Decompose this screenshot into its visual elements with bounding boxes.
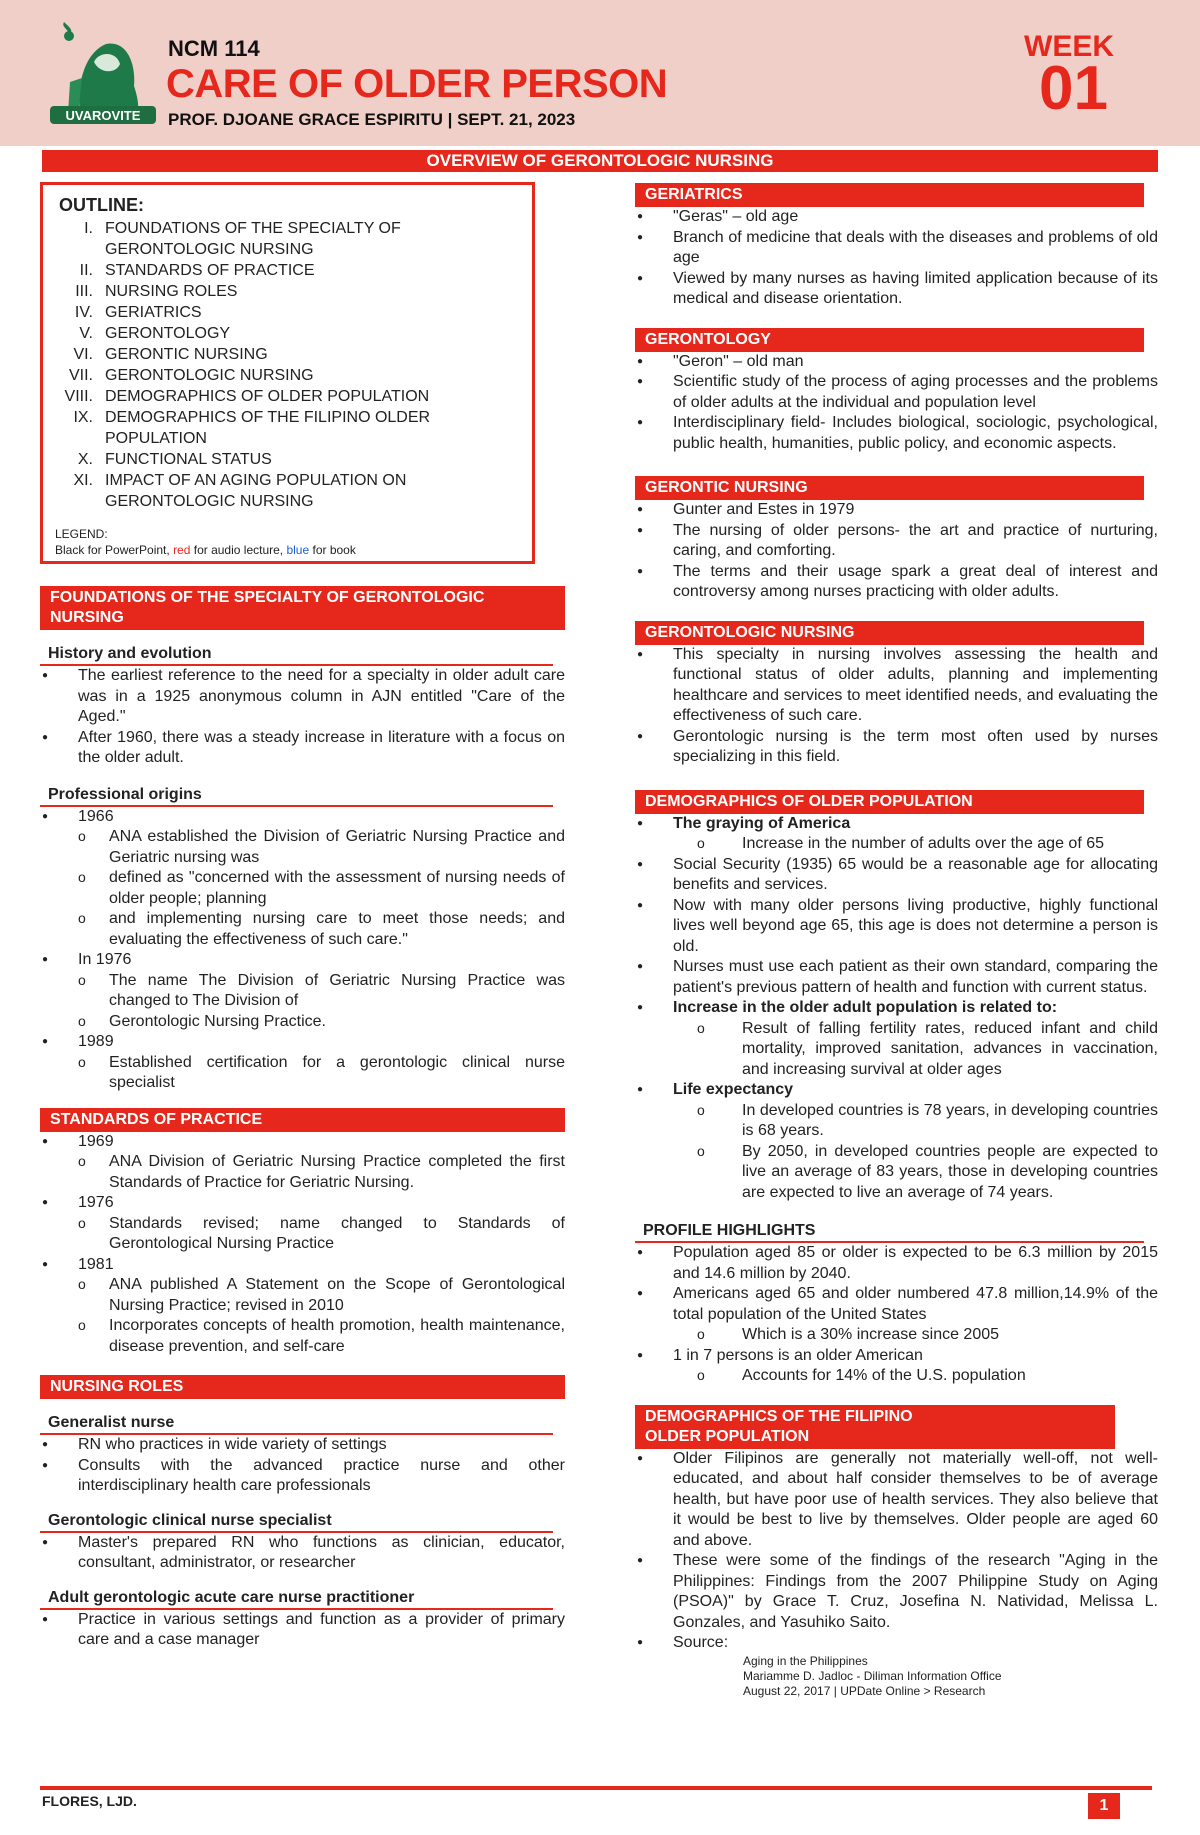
section-demographics: DEMOGRAPHICS OF OLDER POPULATION [635,790,1144,814]
sub-item: o ANA Division of Geriatric Nursing Practice completed the first Standards of Practice for Geriatric Nursing. [40,1152,565,1193]
cns-list [40,1533,565,1574]
outline-item: IV. GERIATRICS [74,303,202,321]
list-item: ● "Geron" – old man [635,352,1158,373]
standards-list [40,1132,565,1358]
subheading-history: History and evolution [40,644,553,666]
sub-item: o Established certification for a gerontologic clinical nurse specialist [40,1053,565,1094]
list-item: ● These were some of the findings of the research "Aging in the Philippines: Findings from the 2007 Philippine Study on Aging (PSOA)" by Grace T. Cruz, Josefina N. Natividad, Melissa L. Gonzales, and Yasuhiko Saito. [635,1551,1158,1633]
section-standards: STANDARDS OF PRACTICE [40,1108,565,1132]
outline-item: IX. DEMOGRAPHICS OF THE FILIPINO OLDER POPULATION [73,408,431,447]
right-column [635,183,1158,1699]
list-item: ● Life expectancy o In developed countries is 78 years, in developing countries is 68 years. o By 2050, in developed countries people are expected to live an average of 83 years, those in developing countries are expected to live an average of 74 years. [635,1080,1158,1203]
section-gerontologic-nursing: GERONTOLOGIC NURSING [635,621,1144,645]
list-item: ● Gunter and Estes in 1979 [635,500,1158,521]
section-gerontology: GERONTOLOGY [635,328,1144,352]
generalist-list [40,1435,565,1497]
subheading-cns: Gerontologic clinical nurse specialist [40,1511,553,1533]
sub-item: o ANA established the Division of Geriatric Nursing Practice and Geriatric nursing was [40,827,565,868]
subheading-origins: Professional origins [40,785,553,807]
source-line: Mariamme D. Jadloc - Diliman Information Office [743,1668,1002,1683]
outline-item: III. NURSING ROLES [75,282,238,300]
source-line: Aging in the Philippines [743,1653,868,1668]
section-gerontic-nursing: GERONTIC NURSING [635,476,1144,500]
sub-item: o Result of falling fertility rates, reduced infant and child mortality, improved sanitation, advances in vaccination, and increasing survival at older ages [635,1019,1158,1081]
list-item: ● In 1976 o The name The Division of Geriatric Nursing Practice was changed to The Division of o Gerontologic Nursing Practice. [40,950,565,1032]
header-banner [0,0,1200,146]
section-filipino-demographics: DEMOGRAPHICS OF THE FILIPINO OLDER POPULATION [635,1405,1115,1449]
outline-list [55,218,520,512]
subheading-generalist: Generalist nurse [40,1413,553,1435]
list-item: ● "Geras" – old age [635,207,1158,228]
subheading-np: Adult gerontologic acute care nurse practitioner [40,1588,553,1610]
filipino-list [635,1449,1158,1699]
list-item: ● 1 in 7 persons is an older American o Accounts for 14% of the U.S. population [635,1346,1158,1387]
sub-item: o Which is a 30% increase since 2005 [635,1325,1158,1346]
professor-date: PROF. DJOANE GRACE ESPIRITU | SEPT. 21, 2023 [168,110,576,129]
section-foundations: FOUNDATIONS OF THE SPECIALTY OF GERONTOLOGIC NURSING [40,586,565,630]
demographics-list [635,814,1158,1204]
list-item: ● Nurses must use each patient as their own standard, comparing the patient's previous pattern of health and function with current status. [635,957,1158,998]
sub-item: o and implementing nursing care to meet those needs; and evaluating the effectiveness of such care." [40,909,565,950]
list-item: ● Interdisciplinary field- Includes biological, sociologic, psychological, public health, humanities, public policy, and economic aspects. [635,413,1158,454]
list-item: ● The terms and their usage spark a great deal of interest and controversy among nurses practicing with older adults. [635,562,1158,603]
list-item: ● Social Security (1935) 65 would be a reasonable age for allocating benefits and services. [635,855,1158,896]
outline-item: VIII. DEMOGRAPHICS OF OLDER POPULATION [64,387,430,405]
sub-item: o defined as "concerned with the assessment of nursing needs of older people; planning [40,868,565,909]
list-item: ● This specialty in nursing involves assessing the health and functional status of older adults, planning and implementing healthcare and services to meet identified needs, and evaluating the effectiveness of such care. [635,645,1158,727]
outline-item: X. FUNCTIONAL STATUS [77,450,272,468]
sub-item: o Increase in the number of adults over the age of 65 [635,834,1158,855]
subheading-profile: PROFILE HIGHLIGHTS [635,1221,1144,1243]
gerontologic-list [635,645,1158,768]
list-item: ● 1969 o ANA Division of Geriatric Nursing Practice completed the first Standards of Practice for Geriatric Nursing. [40,1132,565,1194]
sub-item: o Accounts for 14% of the U.S. population [635,1366,1158,1387]
list-item: ● Viewed by many nurses as having limited application because of its medical and disease orientation. [635,269,1158,310]
section-geriatrics: GERIATRICS [635,183,1144,207]
section-nursing-roles: NURSING ROLES [40,1375,565,1399]
list-item: ● Scientific study of the process of aging processes and the problems of older adults at the individual and population level [635,372,1158,413]
source-line: August 22, 2017 | UPDate Online > Research [743,1683,986,1698]
gerontic-list [635,500,1158,603]
outline-item: VII. GERONTOLOGIC NURSING [68,366,314,384]
np-list [40,1610,565,1651]
history-list [40,666,565,769]
outline-item: V. GERONTOLOGY [79,324,231,342]
list-item: ● The nursing of older persons- the art and practice of nurturing, caring, and comforting. [635,521,1158,562]
list-item: ● Branch of medicine that deals with the diseases and problems of old age [635,228,1158,269]
legend-text: Black for PowerPoint, red for audio lecture, blue for book [55,542,356,557]
list-item: ● Gerontologic nursing is the term most often used by nurses specializing in this field. [635,727,1158,768]
list-item: ● After 1960, there was a steady increase in literature with a focus on the older adult. [40,728,565,769]
list-item: ● 1981 o ANA published A Statement on the Scope of Gerontological Nursing Practice; revised in 2010 o Incorporates concepts of health promotion, health maintenance, disease prevention, and self-care [40,1255,565,1358]
list-item: ● Americans aged 65 and older numbered 47.8 million,14.9% of the total population of the United States o Which is a 30% increase since 2005 [635,1284,1158,1346]
page-number: 1 [1088,1793,1120,1819]
list-item: ● Older Filipinos are generally not materially well-off, not well-educated, and about half consider themselves to be of average health, but have poor use of health services. They also believe that it would be best to live by themselves. Older people are aged 60 and above. [635,1449,1158,1552]
sub-item: o ANA published A Statement on the Scope of Gerontological Nursing Practice; revised in 2010 [40,1275,565,1316]
list-item: ● Consults with the advanced practice nurse and other interdisciplinary health care professionals [40,1456,565,1497]
list-item: ● RN who practices in wide variety of settings [40,1435,565,1456]
outline-item: I. FOUNDATIONS OF THE SPECIALTY OF GERONTOLOGIC NURSING [84,219,401,258]
list-item: ● 1989 o Established certification for a gerontologic clinical nurse specialist [40,1032,565,1094]
outline-item: XI. IMPACT OF AN AGING POPULATION ON GERONTOLOGIC NURSING [73,471,407,510]
outline-item: II. STANDARDS OF PRACTICE [79,261,315,279]
uvarovite-logo [50,22,156,134]
profile-list [635,1243,1158,1387]
footer-author: FLORES, LJD. [42,1793,137,1809]
list-item: ● The graying of America o Increase in the number of adults over the age of 65 [635,814,1158,855]
list-item: ● The earliest reference to the need for a specialty in older adult care was in a 1925 anonymous column in AJN entitled "Care of the Aged." [40,666,565,728]
sub-item: o Incorporates concepts of health promotion, health maintenance, disease prevention, and self-care [40,1316,565,1357]
logo-text: UVAROVITE [65,108,141,123]
left-column [40,182,565,1651]
list-item: ● Population aged 85 or older is expected to be 6.3 million by 2015 and 14.6 million by 2040. [635,1243,1158,1284]
sub-item: o Gerontologic Nursing Practice. [40,1012,565,1033]
origins-list [40,807,565,1094]
overview-banner: OVERVIEW OF GERONTOLOGIC NURSING [42,150,1158,172]
gerontology-list [635,352,1158,455]
list-item: ● Master's prepared RN who functions as clinician, educator, consultant, administrator, or researcher [40,1533,565,1574]
course-code: NCM 114 [168,36,260,61]
footer-divider [40,1786,1152,1790]
sub-item: o Standards revised; name changed to Standards of Gerontological Nursing Practice [40,1214,565,1255]
outline-item: VI. GERONTIC NURSING [73,345,268,363]
geriatrics-list [635,207,1158,310]
list-item: ● Now with many older persons living productive, highly functional lives well beyond age 65, this age is does not determine a person is old. [635,896,1158,958]
legend [55,526,520,558]
sub-item: o The name The Division of Geriatric Nursing Practice was changed to The Division of [40,971,565,1012]
legend-title: LEGEND: [55,526,108,541]
week-label: WEEK [1024,30,1114,63]
list-item: ● 1976 o Standards revised; name changed to Standards of Gerontological Nursing Practice [40,1193,565,1255]
week-number: 01 [1039,54,1108,123]
outline-title: OUTLINE: [59,195,144,215]
list-item: ● Source: Aging in the Philippines Mariamme D. Jadloc - Diliman Information Office August 22, 2017 | UPDate Online > Research [635,1633,1158,1699]
sub-item: o By 2050, in developed countries people are expected to live an average of 83 years, those in developing countries are expected to live an average of 74 years. [635,1142,1158,1204]
list-item: ● 1966 o ANA established the Division of Geriatric Nursing Practice and Geriatric nursing was o defined as "concerned with the assessment of nursing needs of older people; planning o and implementing nursing care to meet those needs; and evaluating the effectiveness of such care." [40,807,565,951]
list-item: ● Increase in the older adult population is related to: o Result of falling fertility rates, reduced infant and child mortality, improved sanitation, advances in vaccination, and increasing survival at older ages [635,998,1158,1080]
page-title: CARE OF OLDER PERSON [166,62,668,106]
sub-item: o In developed countries is 78 years, in developing countries is 68 years. [635,1101,1158,1142]
list-item: ● Practice in various settings and function as a provider of primary care and a case manager [40,1610,565,1651]
outline-box [40,182,535,564]
